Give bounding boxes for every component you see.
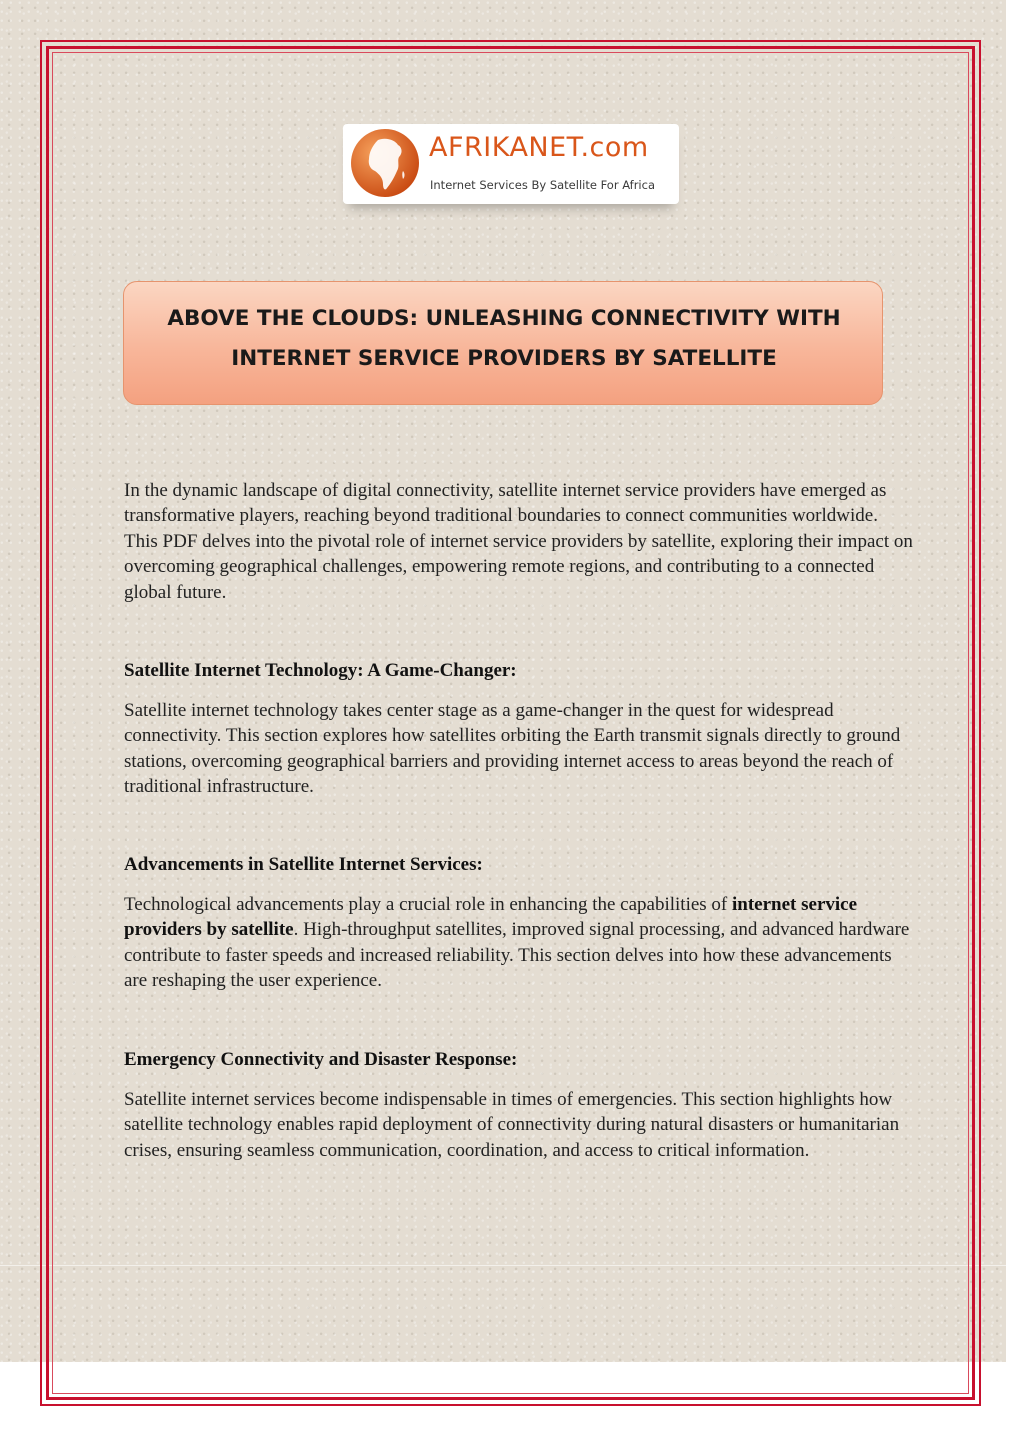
- section-heading-advancements: Advancements in Satellite Internet Services:: [124, 854, 483, 875]
- title-line-2: INTERNET SERVICE PROVIDERS BY SATELLITE: [231, 346, 777, 371]
- section-body-technology: Satellite internet technology takes center stage as a game-changer in the quest for widespread connectivity. This section explores how satellites orbiting the Earth transmit signals directly to ground stations, overcoming geographical barriers and providing internet access to areas beyond the reach of traditional infrastructure.: [124, 700, 901, 798]
- section-heading-technology: Satellite Internet Technology: A Game-Changer:: [124, 660, 517, 681]
- intro-paragraph: In the dynamic landscape of digital connectivity, satellite internet service providers have emerged as transformative players, reaching beyond traditional boundaries to connect communities worldwide. This PDF delves into the pivotal role of internet service providers by satellite, exploring their impact on overcoming geographical challenges, empowering remote regions, and contributing to a connected global future.: [124, 480, 913, 603]
- advancements-bold-phrase: internet service providers by satellite: [124, 894, 858, 941]
- title-banner: [123, 281, 883, 405]
- section-heading-emergency: Emergency Connectivity and Disaster Response:: [124, 1049, 518, 1070]
- section-body-advancements: [124, 892, 914, 994]
- section-body-emergency: Satellite internet services become indispensable in times of emergencies. This section highlights how satellite technology enables rapid deployment of connectivity during natural disasters or humanitarian crises, ensuring seamless communication, coordination, and access to critical information.: [124, 1089, 900, 1161]
- logo-tagline: Internet Services By Satellite For Africa: [430, 178, 655, 192]
- globe-africa-icon: [348, 126, 422, 200]
- advancements-text-start: Technological advancements play a crucial role in enhancing the capabilities of: [124, 894, 732, 915]
- title-line-1: ABOVE THE CLOUDS: UNLEASHING CONNECTIVITY WITH: [167, 306, 841, 331]
- advancements-text-end: . High-throughput satellites, improved signal processing, and advanced hardware contribute to faster speeds and increased reliability. This section delves into how these advancements are reshaping the user experience.: [124, 919, 910, 992]
- afrikanet-logo: [343, 124, 679, 204]
- logo-wordmark: AFRIKANET.com: [429, 132, 649, 163]
